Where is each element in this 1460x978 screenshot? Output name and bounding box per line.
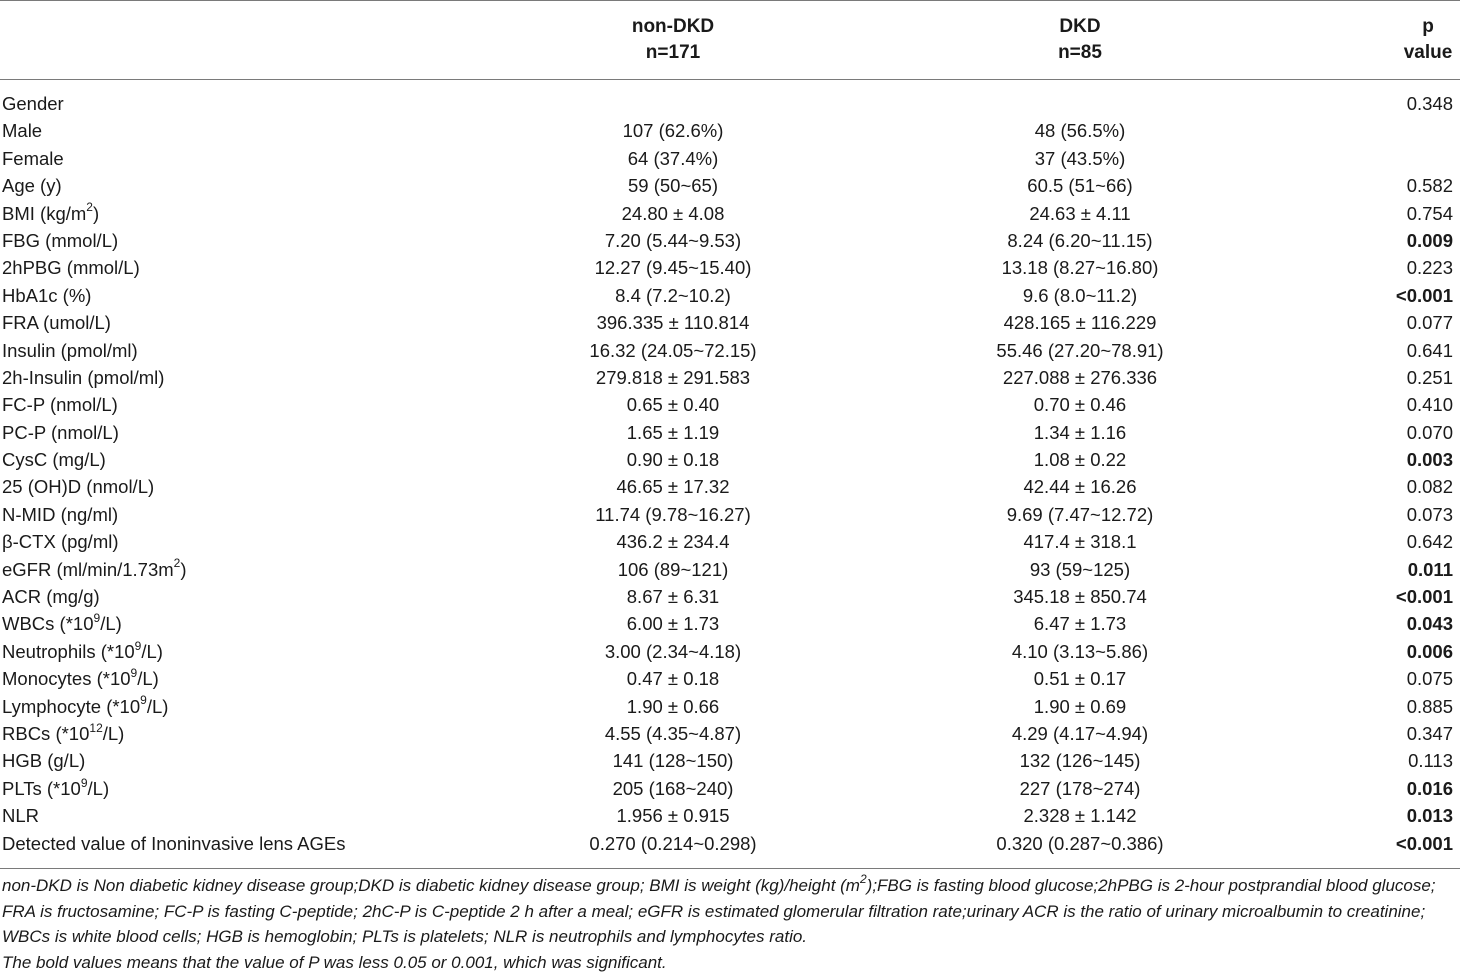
cell-dkd: 0.51 ± 0.17 xyxy=(1033,668,1127,690)
row-label-text: Gender xyxy=(2,93,64,114)
table-row xyxy=(0,665,1460,692)
header-dkd xyxy=(980,14,1180,66)
cell-dkd: 93 (59~125) xyxy=(1029,558,1131,580)
row-label-suffix: /L) xyxy=(137,668,159,690)
row-label-sup: 9 xyxy=(93,611,101,626)
row-label xyxy=(2,337,138,364)
table-row xyxy=(0,528,1460,555)
table-row xyxy=(0,556,1460,583)
cell-non-dkd: 205 (168~240) xyxy=(612,777,734,799)
table-row xyxy=(0,145,1460,172)
row-label-sup: 9 xyxy=(80,775,88,790)
table-row xyxy=(0,638,1460,665)
cell-dkd: 60.5 (51~66) xyxy=(1027,175,1133,197)
cell-p-value: 0.885 xyxy=(1406,695,1453,717)
header-non-dkd xyxy=(573,14,773,66)
row-label-text: Female xyxy=(2,147,64,169)
row-label-text: β-CTX (pg/ml) xyxy=(2,531,119,553)
row-label-sup: 2 xyxy=(173,556,181,571)
row-label xyxy=(2,419,119,446)
cell-dkd: 13.18 (8.27~16.80) xyxy=(1001,257,1159,279)
cell-p-value: 0.073 xyxy=(1406,503,1453,525)
row-label xyxy=(2,117,42,144)
row-label xyxy=(2,90,64,117)
cell-non-dkd: 16.32 (24.05~72.15) xyxy=(589,339,757,361)
cell-dkd: 417.4 ± 318.1 xyxy=(1023,531,1137,553)
cell-dkd: 132 (126~145) xyxy=(1019,750,1141,772)
cell-non-dkd: 7.20 (5.44~9.53) xyxy=(604,229,742,251)
table-row xyxy=(0,337,1460,364)
row-label-text: HGB (g/L) xyxy=(2,750,86,772)
cell-non-dkd: 436.2 ± 234.4 xyxy=(616,531,730,553)
row-label-text: Insulin (pmol/ml) xyxy=(2,339,138,361)
table-row xyxy=(0,172,1460,199)
row-label xyxy=(2,665,159,692)
row-label-text: Detected value of Inoninvasive lens AGEs xyxy=(2,832,346,854)
header-dkd-line2: n=85 xyxy=(1058,42,1102,63)
cell-p-value: 0.082 xyxy=(1406,476,1453,498)
table-body xyxy=(0,90,1460,857)
row-label xyxy=(2,391,118,418)
row-label-suffix: /L) xyxy=(102,722,125,744)
table-row xyxy=(0,501,1460,528)
footnote-abbrev-start: non-DKD is Non diabetic kidney disease group;DKD is diabetic kidney disease group; BMI is weight (kg)/height (m xyxy=(2,876,860,895)
row-label-text: eGFR (ml/min/1.73m xyxy=(2,558,174,580)
table-row xyxy=(0,282,1460,309)
footnote-abbreviations xyxy=(2,873,1458,950)
row-label xyxy=(2,610,122,637)
cell-dkd: 24.63 ± 4.11 xyxy=(1029,202,1131,224)
table-row xyxy=(0,830,1460,857)
table-row xyxy=(0,693,1460,720)
row-label-text: Monocytes (*10 xyxy=(2,668,131,690)
row-label-sup: 9 xyxy=(140,693,147,708)
cell-dkd: 4.29 (4.17~4.94) xyxy=(1011,722,1149,744)
row-label-text: HbA1c (%) xyxy=(2,284,92,306)
header-p-value-line2: value xyxy=(1403,42,1453,63)
header-non-dkd-line1: non-DKD xyxy=(631,16,715,37)
table-row xyxy=(0,446,1460,473)
cell-p-value: 0.075 xyxy=(1406,668,1453,690)
cell-non-dkd: 396.335 ± 110.814 xyxy=(596,312,750,334)
cell-dkd: 37 (43.5%) xyxy=(1034,147,1126,169)
row-label-suffix: /L) xyxy=(87,777,110,799)
cell-non-dkd: 59 (50~65) xyxy=(628,175,718,197)
header-p-value-line1: p xyxy=(1422,16,1434,37)
cell-non-dkd: 4.55 (4.35~4.87) xyxy=(604,722,742,744)
row-label xyxy=(2,309,111,336)
row-label-text: PLTs (*10 xyxy=(2,777,81,799)
cell-dkd: 2.328 ± 1.142 xyxy=(1023,805,1137,827)
cell-dkd: 8.24 (6.20~11.15) xyxy=(1007,229,1153,251)
row-label xyxy=(2,172,62,199)
cell-p-value: 0.003 xyxy=(1406,449,1453,471)
table-row xyxy=(0,117,1460,144)
table-row xyxy=(0,610,1460,637)
row-label-text: 2hPBG (mmol/L) xyxy=(2,257,140,279)
row-label xyxy=(2,254,140,281)
cell-non-dkd: 11.74 (9.78~16.27) xyxy=(595,503,751,525)
row-label-sup: 9 xyxy=(134,638,142,653)
row-label-text: Male xyxy=(2,120,43,142)
row-label xyxy=(2,227,118,254)
row-label-text: PC-P (nmol/L) xyxy=(2,421,119,443)
cell-non-dkd: 3.00 (2.34~4.18) xyxy=(604,640,742,662)
row-label-suffix: /L) xyxy=(146,695,169,717)
cell-p-value: 0.070 xyxy=(1406,421,1453,443)
cell-non-dkd: 46.65 ± 17.32 xyxy=(616,476,730,498)
cell-p-value: 0.043 xyxy=(1406,613,1453,635)
row-label-suffix: ) xyxy=(92,202,100,224)
table-row xyxy=(0,775,1460,802)
row-label-suffix: ) xyxy=(180,558,187,580)
row-label xyxy=(2,446,106,473)
row-label-text: Lymphocyte (*10 xyxy=(2,695,141,717)
cell-non-dkd: 0.270 (0.214~0.298) xyxy=(589,832,757,854)
row-label-text: FBG (mmol/L) xyxy=(2,229,119,251)
row-label-text: ACR (mg/g) xyxy=(2,586,100,608)
cell-p-value: 0.348 xyxy=(1406,93,1453,114)
row-label-text: BMI (kg/m xyxy=(2,202,87,224)
row-label xyxy=(2,145,64,172)
row-label-suffix: /L) xyxy=(141,640,163,662)
table-row xyxy=(0,583,1460,610)
row-label xyxy=(2,473,154,500)
cell-dkd: 9.69 (7.47~12.72) xyxy=(1006,503,1154,525)
cell-non-dkd: 1.90 ± 0.66 xyxy=(626,695,720,717)
cell-p-value: 0.582 xyxy=(1406,175,1453,197)
row-label-sup: 9 xyxy=(130,666,138,681)
row-label xyxy=(2,583,100,610)
row-label xyxy=(2,693,168,720)
cell-p-value: <0.001 xyxy=(1395,586,1453,608)
cell-p-value: 0.347 xyxy=(1406,722,1453,744)
table-row xyxy=(0,391,1460,418)
cell-dkd: 6.47 ± 1.73 xyxy=(1033,613,1127,635)
cell-p-value: 0.113 xyxy=(1408,750,1453,772)
row-label xyxy=(2,528,119,555)
cell-dkd: 55.46 (27.20~78.91) xyxy=(996,339,1164,361)
table-row xyxy=(0,90,1460,117)
cell-p-value: 0.251 xyxy=(1406,366,1453,388)
cell-non-dkd: 1.956 ± 0.915 xyxy=(616,805,730,827)
row-label-text: RBCs (*10 xyxy=(2,722,90,744)
cell-non-dkd: 24.80 ± 4.08 xyxy=(621,202,725,224)
row-label-suffix: /L) xyxy=(100,613,122,635)
cell-p-value: 0.642 xyxy=(1406,531,1453,553)
cell-p-value: 0.641 xyxy=(1406,339,1453,361)
cell-non-dkd: 0.90 ± 0.18 xyxy=(626,449,720,471)
cell-dkd: 227.088 ± 276.336 xyxy=(1002,366,1158,388)
cell-dkd: 1.08 ± 0.22 xyxy=(1033,449,1127,471)
row-label xyxy=(2,282,91,309)
header-p-value xyxy=(1376,14,1460,66)
bottom-rule xyxy=(0,868,1460,869)
row-label-text: Age (y) xyxy=(2,175,62,197)
row-label xyxy=(2,747,85,774)
cell-dkd: 0.320 (0.287~0.386) xyxy=(996,832,1164,854)
row-label xyxy=(2,830,345,857)
cell-dkd: 42.44 ± 16.26 xyxy=(1023,476,1137,498)
table-row xyxy=(0,419,1460,446)
cell-non-dkd: 8.4 (7.2~10.2) xyxy=(615,284,731,306)
cell-non-dkd: 106 (89~121) xyxy=(617,558,729,580)
row-label-sup: 2 xyxy=(86,200,93,215)
row-label-text: 2h-Insulin (pmol/ml) xyxy=(2,366,165,388)
row-label-text: CysC (mg/L) xyxy=(2,449,106,471)
row-label-text: N-MID (ng/ml) xyxy=(2,503,119,525)
cell-dkd: 4.10 (3.13~5.86) xyxy=(1011,640,1149,662)
header-non-dkd-line2: n=171 xyxy=(645,42,701,63)
cell-non-dkd: 6.00 ± 1.73 xyxy=(626,613,720,635)
row-label xyxy=(2,638,163,665)
table-row xyxy=(0,720,1460,747)
cell-p-value: <0.001 xyxy=(1395,832,1453,854)
table-row xyxy=(0,364,1460,391)
cell-non-dkd: 12.27 (9.45~15.40) xyxy=(594,257,752,279)
cell-p-value: 0.013 xyxy=(1406,805,1453,827)
footnote-abbrev-sup: 2 xyxy=(859,872,867,887)
row-label-sup: 12 xyxy=(89,720,103,735)
row-label-text: 25 (OH)D (nmol/L) xyxy=(2,476,155,498)
table-row xyxy=(0,747,1460,774)
row-label xyxy=(2,364,164,391)
row-label xyxy=(2,802,39,829)
row-label xyxy=(2,556,187,583)
cell-p-value: 0.223 xyxy=(1406,257,1453,279)
cell-non-dkd: 64 (37.4%) xyxy=(627,147,719,169)
cell-p-value: <0.001 xyxy=(1395,284,1453,306)
row-label xyxy=(2,200,99,227)
table-row xyxy=(0,473,1460,500)
table-row xyxy=(0,802,1460,829)
cell-p-value: 0.009 xyxy=(1406,229,1453,251)
cell-dkd: 1.34 ± 1.16 xyxy=(1033,421,1127,443)
row-label xyxy=(2,775,109,802)
cell-dkd: 48 (56.5%) xyxy=(1034,120,1126,142)
table-row xyxy=(0,309,1460,336)
row-label xyxy=(2,501,118,528)
cell-dkd: 428.165 ± 116.229 xyxy=(1003,312,1157,334)
table-row xyxy=(0,254,1460,281)
cell-non-dkd: 141 (128~150) xyxy=(612,750,734,772)
cell-non-dkd: 8.67 ± 6.31 xyxy=(626,586,720,608)
cell-dkd: 345.18 ± 850.74 xyxy=(1013,586,1147,608)
cell-p-value: 0.011 xyxy=(1407,558,1453,580)
cell-p-value: 0.006 xyxy=(1406,640,1453,662)
row-label-text: FRA (umol/L) xyxy=(2,312,111,334)
cell-non-dkd: 0.47 ± 0.18 xyxy=(626,668,720,690)
cell-p-value: 0.754 xyxy=(1406,202,1453,224)
cell-non-dkd: 279.818 ± 291.583 xyxy=(595,366,751,388)
cell-non-dkd: 1.65 ± 1.19 xyxy=(626,421,720,443)
cell-p-value: 0.077 xyxy=(1406,312,1453,334)
row-label-text: Neutrophils (*10 xyxy=(2,640,135,662)
table-row xyxy=(0,227,1460,254)
table-footnote xyxy=(2,873,1458,975)
header-rule xyxy=(0,79,1460,80)
cell-p-value: 0.016 xyxy=(1406,777,1453,799)
header-dkd-line1: DKD xyxy=(1059,16,1101,37)
cell-non-dkd: 0.65 ± 0.40 xyxy=(626,394,720,416)
cell-dkd: 0.70 ± 0.46 xyxy=(1033,394,1127,416)
row-label-text: WBCs (*10 xyxy=(2,613,94,635)
footnote-significance: The bold values means that the value of P was less 0.05 or 0.001, which was significant. xyxy=(2,952,667,972)
row-label-text: FC-P (nmol/L) xyxy=(2,394,118,416)
cell-dkd: 1.90 ± 0.69 xyxy=(1033,695,1127,717)
cell-dkd: 9.6 (8.0~11.2) xyxy=(1022,284,1138,306)
row-label xyxy=(2,720,124,747)
cell-p-value: 0.410 xyxy=(1406,394,1453,416)
table-row xyxy=(0,200,1460,227)
top-rule xyxy=(0,0,1460,1)
footnote-abbrev-rest: );FBG is fasting blood glucose;2hPBG is 2-hour postprandial blood glucose; FRA is fructosamine; FC-P is fasting C-peptide; 2hC-P is C-peptide 2 h after a meal; eGFR is estimated glomerular filtration rate;urinary ACR is the ratio of urinary microalbumin to creatinine; WBCs is white blood cells; HGB is hemoglobin; PLTs is platelets; NLR is neutrophils and lymphocytes ratio. xyxy=(2,876,1436,946)
cell-dkd: 227 (178~274) xyxy=(1019,777,1141,799)
cell-non-dkd: 107 (62.6%) xyxy=(622,120,724,142)
row-label-text: NLR xyxy=(2,805,40,827)
